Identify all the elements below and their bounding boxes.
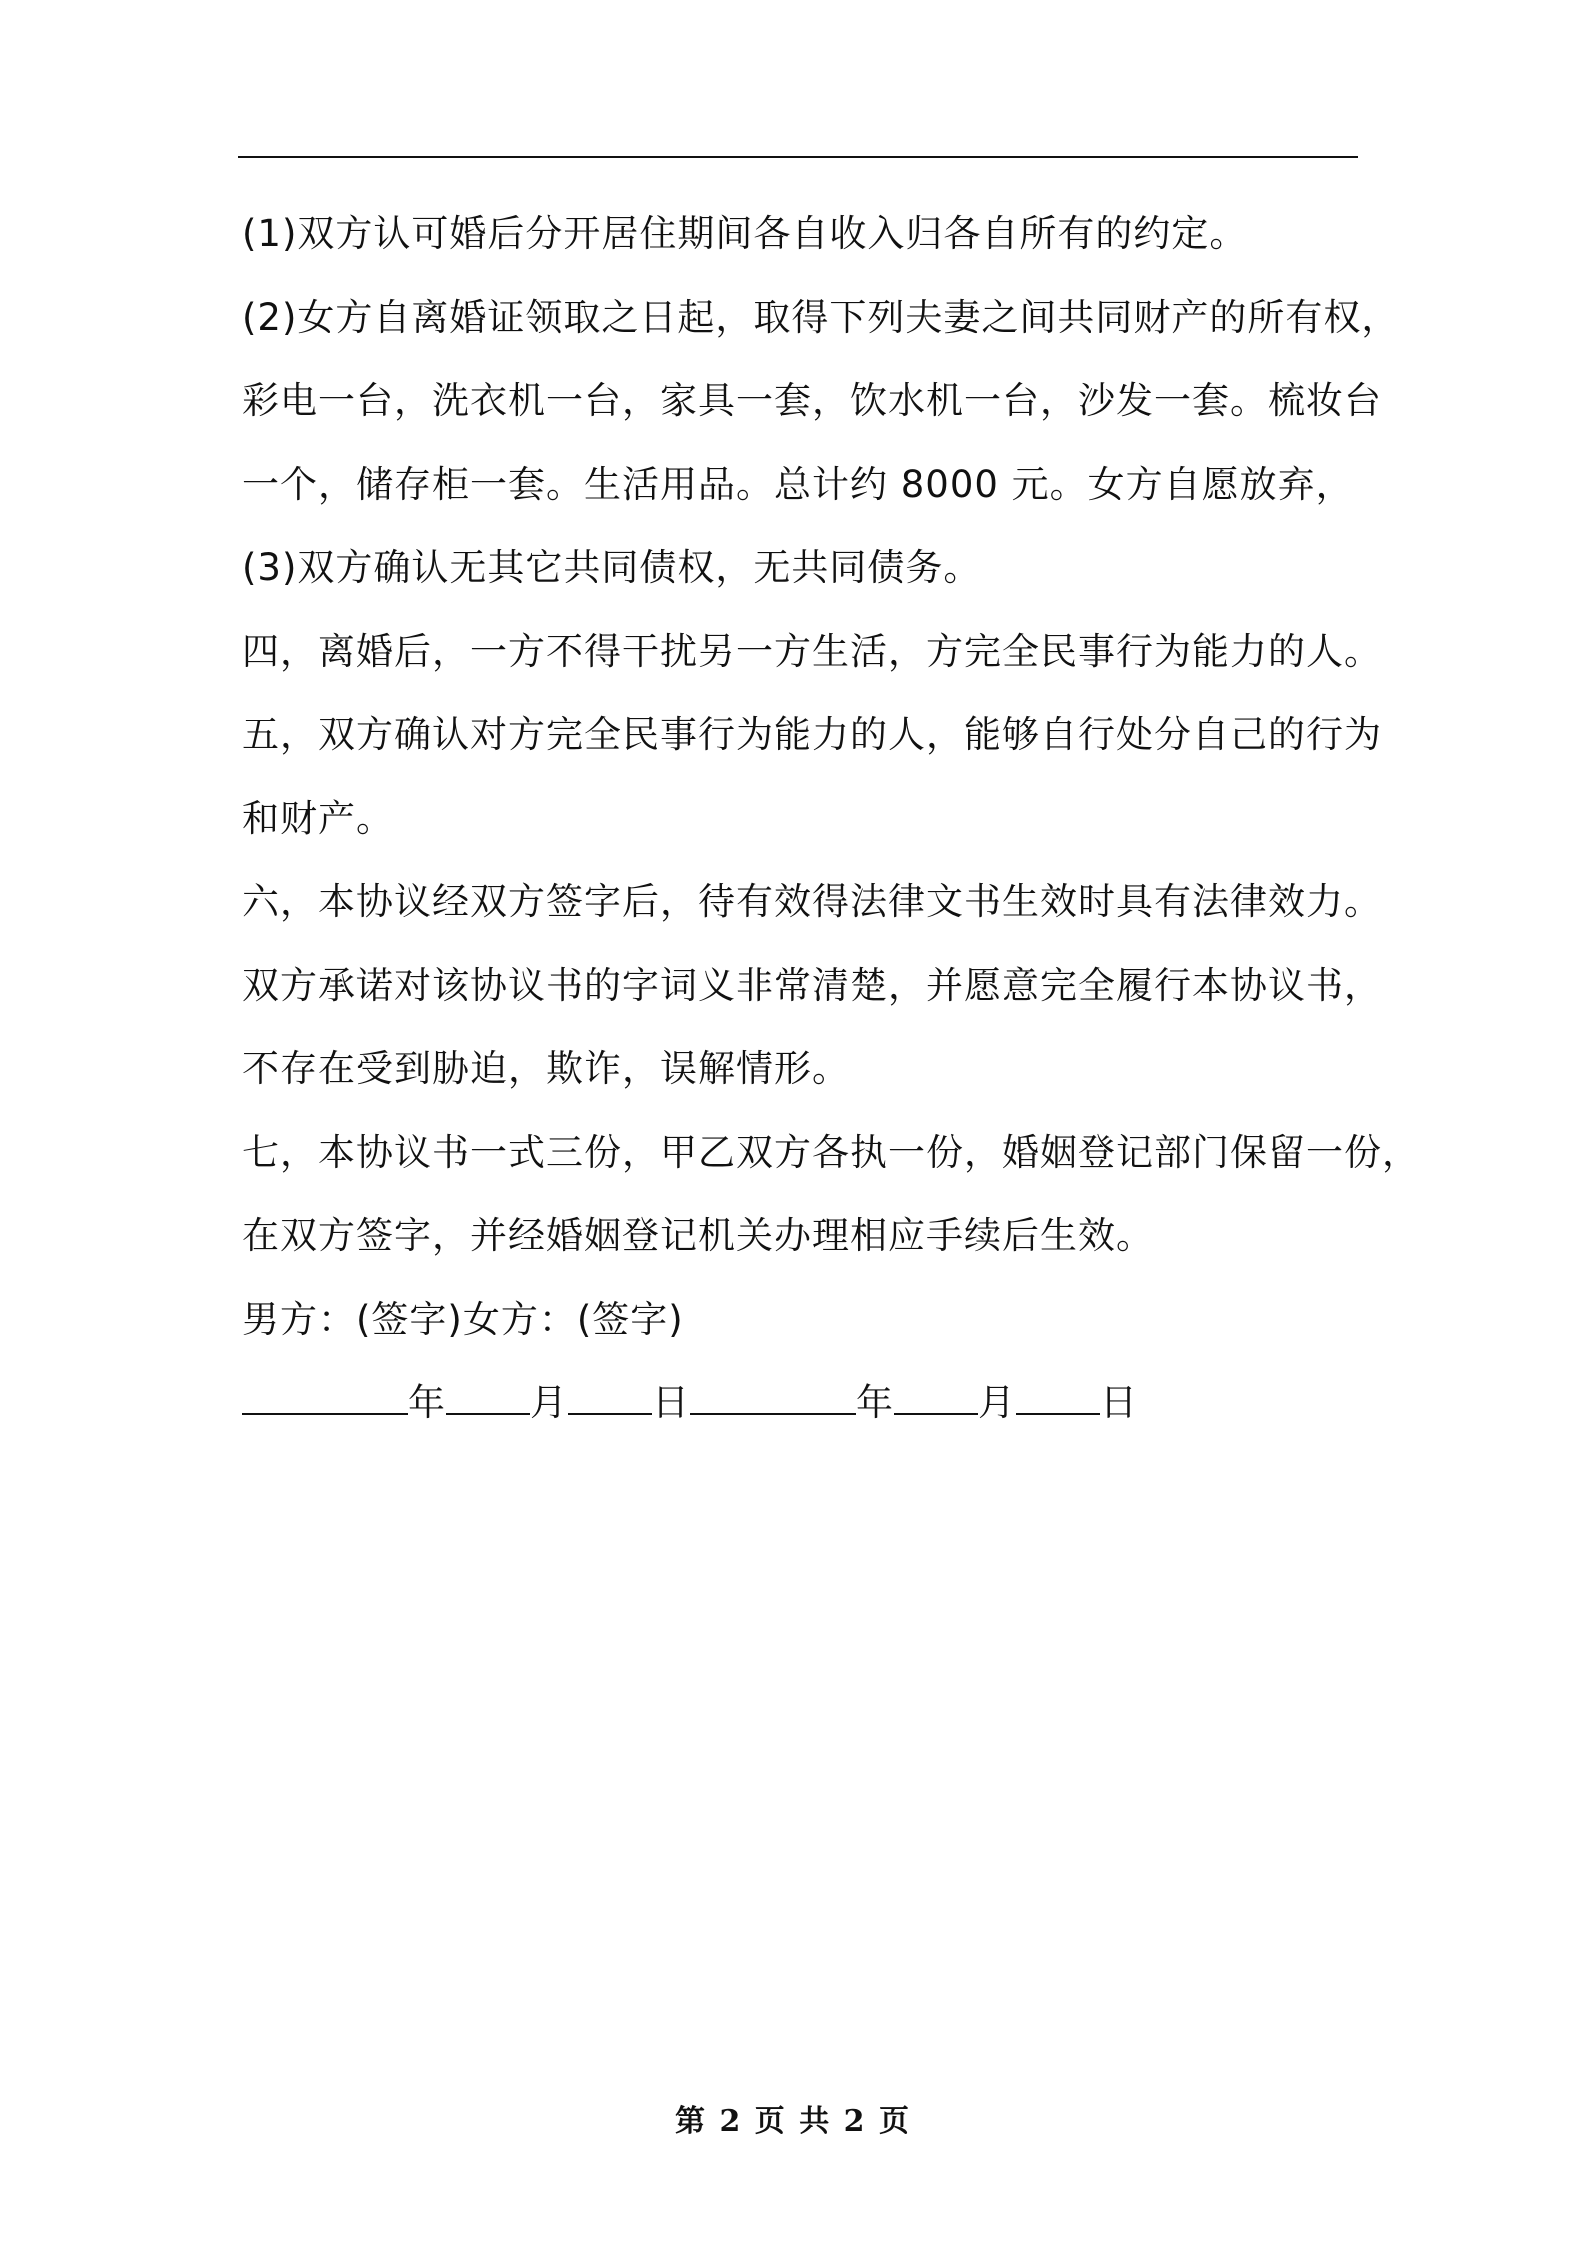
paragraph: (1)双方认可婚后分开居住期间各自收入归各自所有的约定。 <box>242 212 1248 255</box>
header-rule <box>238 156 1358 158</box>
year-label: 年 <box>856 1381 894 1424</box>
paragraph: 在双方签字，并经婚姻登记机关办理相应手续后生效。 <box>242 1214 1154 1257</box>
paragraph: (2)女方自离婚证领取之日起，取得下列夫妻之间共同财产的所有权， <box>242 295 1400 339</box>
paragraph: 不存在受到胁迫，欺诈，误解情形。 <box>242 1047 850 1090</box>
day-label: 日 <box>1100 1381 1138 1424</box>
day-label: 日 <box>652 1381 690 1424</box>
document-body <box>242 192 1420 1445</box>
page-footer: 第 2 页 共 2 页 <box>675 2104 911 2139</box>
day-blank-1[interactable] <box>568 1379 652 1415</box>
month-label: 月 <box>978 1381 1016 1424</box>
paragraph: (3)双方确认无其它共同债权，无共同债务。 <box>242 546 982 589</box>
paragraph: 七，本协议书一式三份，甲乙双方各执一份，婚姻登记部门保留一份， <box>242 1130 1420 1174</box>
month-blank-1[interactable] <box>446 1379 530 1415</box>
paragraph: 和财产。 <box>242 796 394 840</box>
paragraph: 四，离婚后，一方不得干扰另一方生活，方完全民事行为能力的人。 <box>242 629 1382 673</box>
day-blank-2[interactable] <box>1016 1379 1100 1415</box>
paragraph: 五，双方确认对方完全民事行为能力的人，能够自行处分自己的行为 <box>242 713 1382 756</box>
paragraph: 六，本协议经双方签字后，待有效得法律文书生效时具有法律效力。 <box>242 880 1382 923</box>
paragraph: 彩电一台，洗衣机一台，家具一套，饮水机一台，沙发一套。梳妆台 <box>242 379 1382 422</box>
month-blank-2[interactable] <box>894 1379 978 1415</box>
year-blank-2[interactable] <box>690 1379 856 1415</box>
year-label: 年 <box>408 1381 446 1424</box>
date-line <box>242 1361 1362 1445</box>
paragraph: 双方承诺对该协议书的字词义非常清楚，并愿意完全履行本协议书， <box>242 963 1382 1007</box>
year-blank-1[interactable] <box>242 1379 408 1415</box>
month-label: 月 <box>530 1381 568 1424</box>
signature-line: 男方：(签字)女方：(签字) <box>242 1297 684 1341</box>
paragraph: 一个，储存柜一套。生活用品。总计约 8000 元。女方自愿放弃， <box>242 462 1354 506</box>
